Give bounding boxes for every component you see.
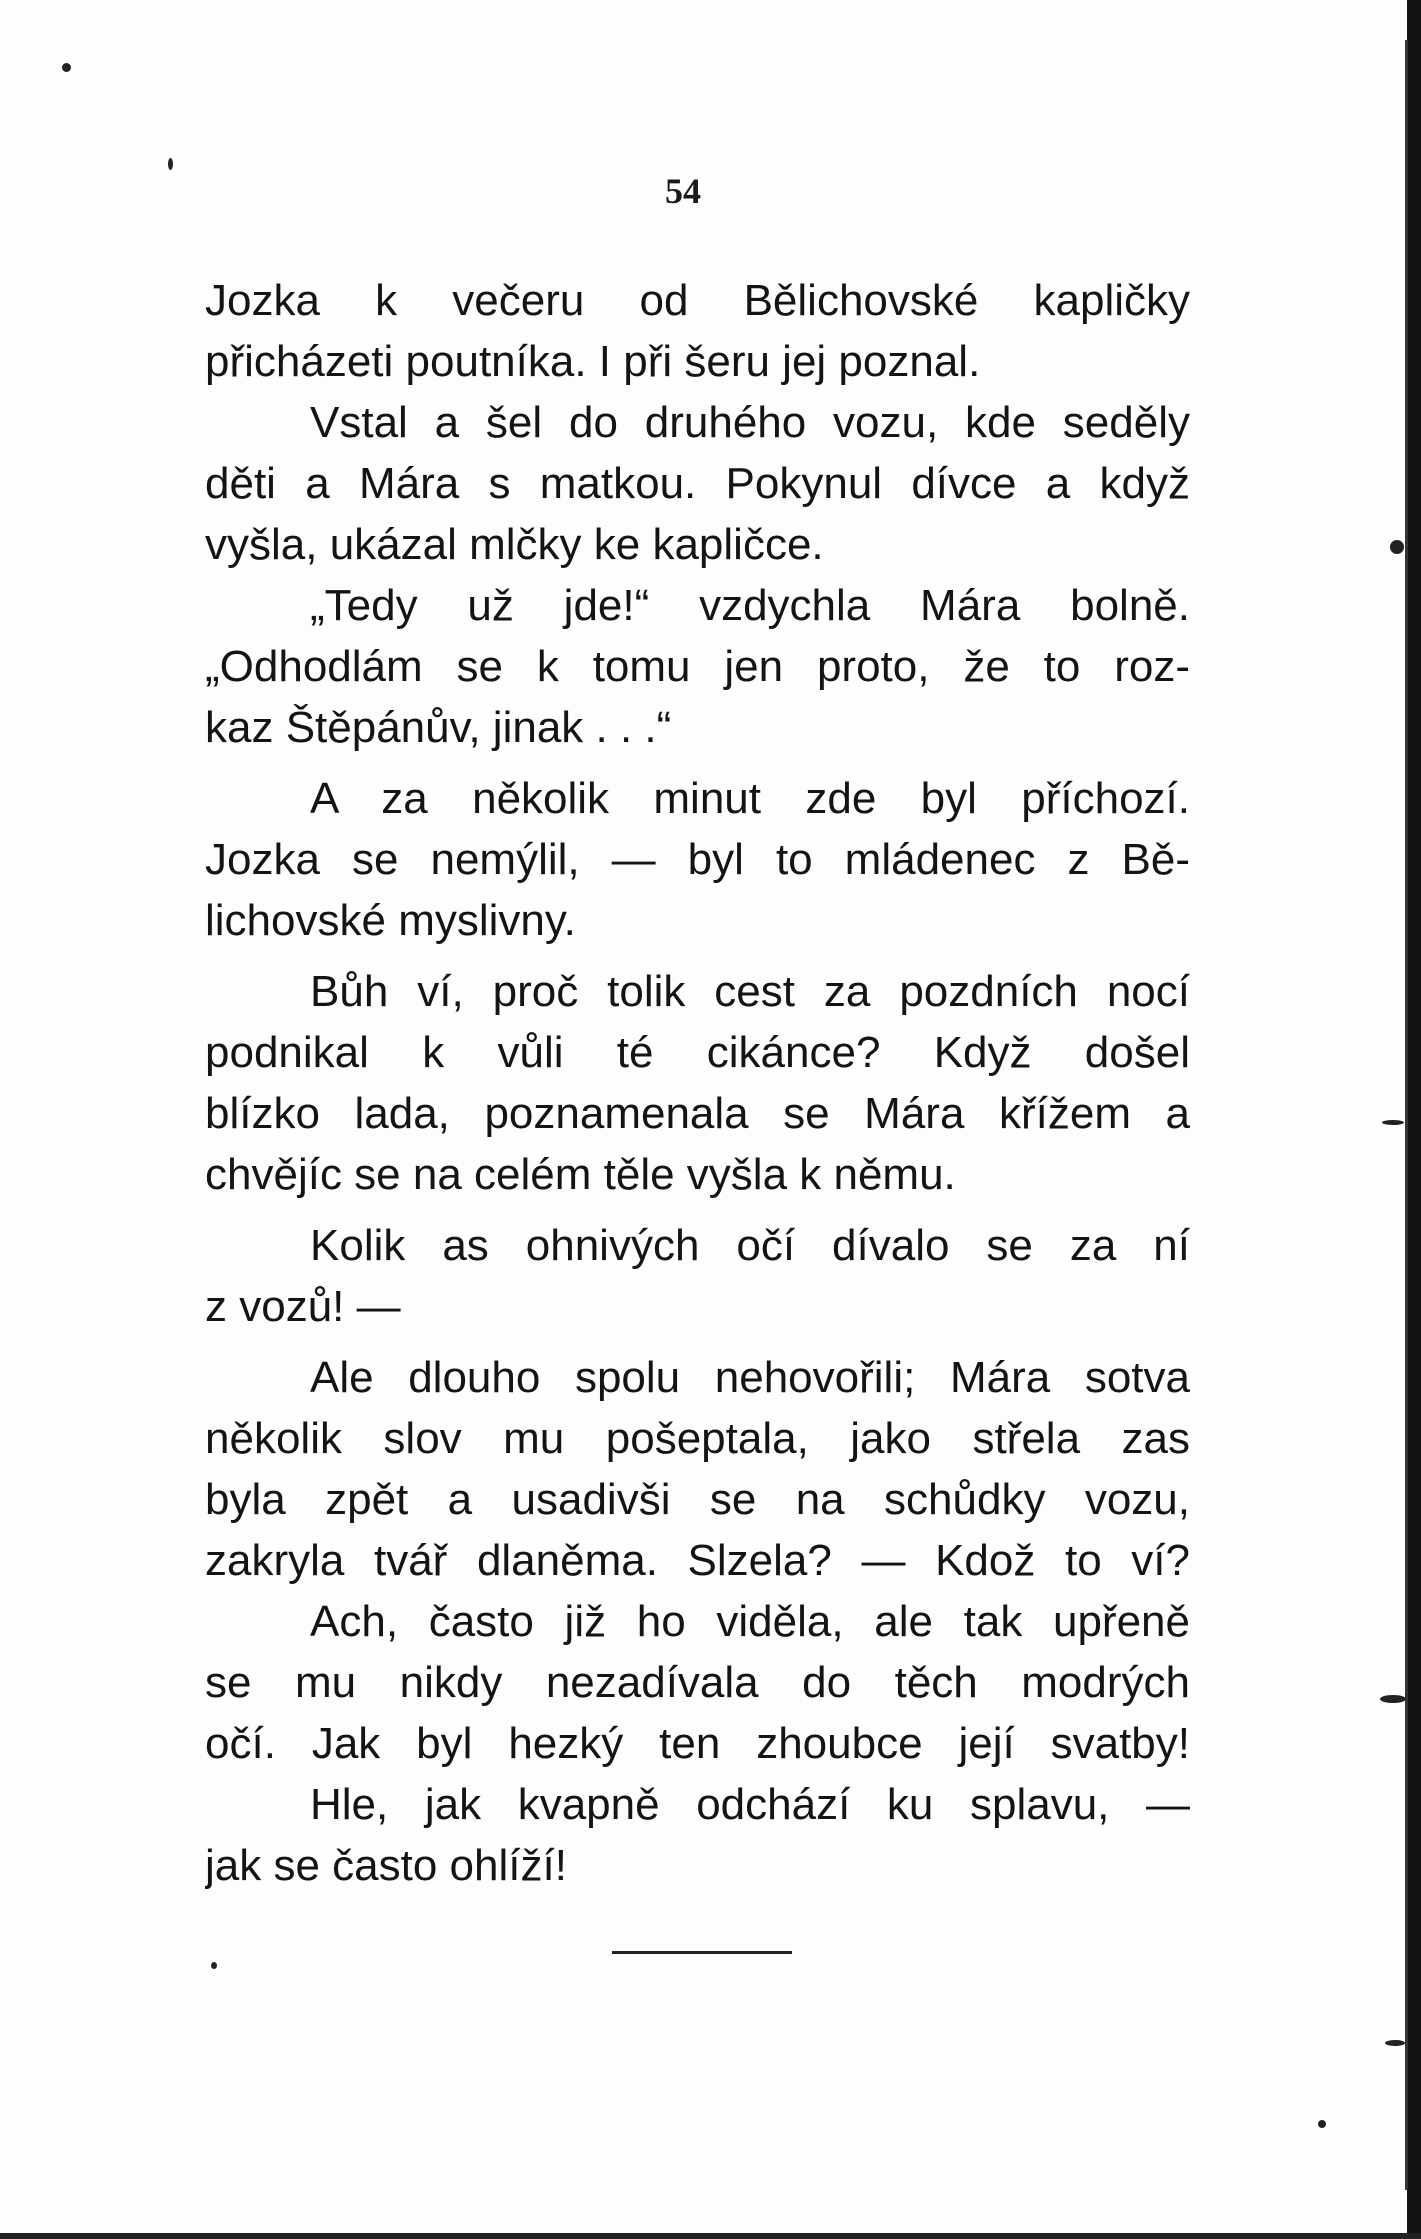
page-number: 54: [665, 171, 701, 211]
text-line: Kolik as ohnivých očí dívalo se za ní: [310, 1221, 1190, 1270]
text-line: Ale dlouho spolu nehovořili; Mára sotva: [310, 1353, 1190, 1402]
scan-speck: [1385, 2040, 1405, 2046]
text-line: přicházeti poutníka. I při šeru jej poznal.: [205, 337, 981, 386]
text-line: Hle, jak kvapně odchází ku splavu, —: [310, 1780, 1190, 1829]
text-line: Jozka se nemýlil, — byl to mládenec z Bě-: [205, 835, 1190, 884]
scan-speck: [1382, 1120, 1404, 1125]
text-line: z vozů! —: [205, 1282, 401, 1331]
scan-border-bottom: [0, 2233, 1421, 2239]
text-line: Bůh ví, proč tolik cest za pozdních nocí: [310, 967, 1190, 1016]
text-line: se mu nikdy nezadívala do těch modrých: [205, 1658, 1190, 1707]
end-rule: [612, 1951, 792, 1954]
scan-speck: [1390, 540, 1404, 554]
text-line: několik slov mu pošeptala, jako střela zas: [205, 1414, 1190, 1463]
body-text: [205, 270, 1190, 1896]
text-line: vyšla, ukázal mlčky ke kapličce.: [205, 520, 824, 569]
text-line: zakryla tvář dlaněma. Slzela? — Kdož to ví?: [205, 1536, 1190, 1585]
text-line: jak se často ohlíží!: [205, 1841, 567, 1890]
text-line: „Tedy už jde!“ vzdychla Mára bolně.: [310, 581, 1190, 630]
text-line: Vstal a šel do druhého vozu, kde seděly: [310, 398, 1190, 447]
text-line: blízko lada, poznamenala se Mára křížem a: [205, 1089, 1190, 1138]
scan-border-right: [1407, 0, 1421, 2239]
scan-speck: [1318, 2120, 1326, 2128]
text-line: „Odhodlám se k tomu jen proto, že to roz-: [205, 642, 1190, 691]
scan-speck: [1380, 1695, 1406, 1703]
text-line: A za několik minut zde byl příchozí.: [310, 774, 1190, 823]
text-line: kaz Štěpánův, jinak . . .“: [205, 703, 672, 752]
text-line: chvějíc se na celém těle vyšla k němu.: [205, 1150, 956, 1199]
text-line: děti a Mára s matkou. Pokynul dívce a když: [205, 459, 1190, 508]
text-line: Ach, často již ho viděla, ale tak upřeně: [310, 1597, 1190, 1646]
scan-speck: [168, 158, 173, 170]
text-line: podnikal k vůli té cikánce? Když došel: [205, 1028, 1190, 1077]
scan-speck: [62, 63, 71, 72]
text-line: lichovské myslivny.: [205, 896, 576, 945]
scan-speck: [211, 1962, 217, 1969]
text-line: Jozka k večeru od Bělichovské kapličky: [205, 276, 1190, 325]
text-line: byla zpět a usadivši se na schůdky vozu,: [205, 1475, 1190, 1524]
scan-edge-line: [1405, 40, 1408, 2190]
text-line: očí. Jak byl hezký ten zhoubce její svatby!: [205, 1719, 1190, 1768]
